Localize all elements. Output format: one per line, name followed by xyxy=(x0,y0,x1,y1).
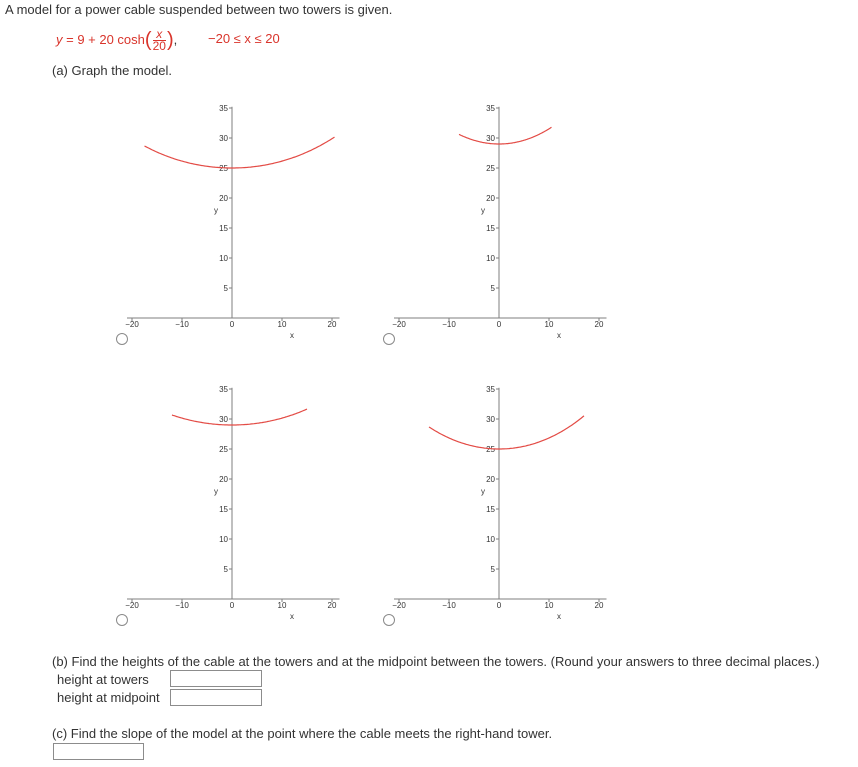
y-tick-label: 20 xyxy=(486,475,495,484)
equation-fraction xyxy=(153,29,166,52)
y-tick-label: 25 xyxy=(219,164,228,173)
y-tick-label: 5 xyxy=(223,565,228,574)
x-axis-label: x xyxy=(557,612,561,621)
y-tick-label: 5 xyxy=(490,565,495,574)
cable-curve xyxy=(429,416,584,449)
y-tick-label: 30 xyxy=(219,415,228,424)
x-axis-label: x xyxy=(290,612,294,621)
graph-option-4 xyxy=(392,381,622,626)
radio-graph-1[interactable] xyxy=(116,333,128,345)
midpoint-label: height at midpoint xyxy=(57,690,160,705)
radio-graph-2[interactable] xyxy=(383,333,395,345)
x-tick-label: −10 xyxy=(442,601,456,610)
slope-input[interactable] xyxy=(53,743,144,760)
graph-option-2 xyxy=(392,100,622,345)
y-tick-label: 35 xyxy=(219,385,228,394)
y-tick-label: 30 xyxy=(486,134,495,143)
x-tick-label: 0 xyxy=(496,320,502,329)
x-tick-label: −10 xyxy=(175,320,189,329)
x-tick-label: 10 xyxy=(544,601,554,610)
y-tick-label: 15 xyxy=(219,505,228,514)
equation-y: y xyxy=(56,31,63,47)
y-axis-label: y xyxy=(481,206,485,215)
part-c-label: (c) Find the slope of the model at the point where the cable meets the right-hand tower. xyxy=(52,726,553,741)
y-tick-label: 35 xyxy=(219,104,228,113)
y-tick-label: 25 xyxy=(219,445,228,454)
y-tick-label: 35 xyxy=(486,385,495,394)
y-tick-label: 15 xyxy=(486,505,495,514)
x-tick-label: 10 xyxy=(544,320,554,329)
radio-graph-3[interactable] xyxy=(116,614,128,626)
problem-intro: A model for a power cable suspended between two towers is given. xyxy=(5,2,393,17)
part-b-label: (b) Find the heights of the cable at the towers and at the midpoint between the towers. (Round your answers to three decimal places.) xyxy=(52,654,820,669)
x-tick-label: 10 xyxy=(277,320,287,329)
x-tick-label: 10 xyxy=(277,601,287,610)
fraction-denominator: 20 xyxy=(152,39,166,53)
x-axis-label: x xyxy=(557,331,561,340)
graph-option-1 xyxy=(125,100,355,345)
y-tick-label: 10 xyxy=(486,254,495,263)
y-tick-label: 30 xyxy=(486,415,495,424)
equation-domain: −20 ≤ x ≤ 20 xyxy=(208,31,280,46)
y-tick-label: 20 xyxy=(219,194,228,203)
radio-graph-4[interactable] xyxy=(383,614,395,626)
x-tick-label: 20 xyxy=(327,601,337,610)
y-tick-label: 20 xyxy=(486,194,495,203)
x-tick-label: 0 xyxy=(496,601,502,610)
y-tick-label: 20 xyxy=(219,475,228,484)
y-axis-label: y xyxy=(214,206,218,215)
y-tick-label: 5 xyxy=(490,284,495,293)
y-tick-label: 35 xyxy=(486,104,495,113)
x-tick-label: 0 xyxy=(229,601,235,610)
y-tick-label: 30 xyxy=(219,134,228,143)
y-tick-label: 5 xyxy=(223,284,228,293)
y-tick-label: 25 xyxy=(486,445,495,454)
equation-body: = 9 + 20 cosh xyxy=(62,31,145,47)
part-a-label: (a) Graph the model. xyxy=(52,63,172,78)
graph-option-3 xyxy=(125,381,355,626)
x-tick-label: −20 xyxy=(392,601,406,610)
midpoint-height-input[interactable] xyxy=(170,689,262,706)
towers-height-input[interactable] xyxy=(170,670,262,687)
x-tick-label: 20 xyxy=(594,601,604,610)
x-axis-label: x xyxy=(290,331,294,340)
x-tick-label: −20 xyxy=(125,320,139,329)
y-tick-label: 10 xyxy=(486,535,495,544)
cable-curve xyxy=(172,409,307,425)
y-axis-label: y xyxy=(481,487,485,496)
x-tick-label: −20 xyxy=(392,320,406,329)
y-tick-label: 10 xyxy=(219,254,228,263)
y-tick-label: 10 xyxy=(219,535,228,544)
towers-label: height at towers xyxy=(57,672,149,687)
fraction-numerator: x xyxy=(153,29,166,41)
x-tick-label: −20 xyxy=(125,601,139,610)
y-tick-label: 15 xyxy=(486,224,495,233)
model-equation: y = 9 + 20 cosh( $\frac{x}{20}$ ), xyxy=(56,27,178,53)
y-axis-label: y xyxy=(214,487,218,496)
x-tick-label: −10 xyxy=(175,601,189,610)
y-tick-label: 25 xyxy=(486,164,495,173)
x-tick-label: −10 xyxy=(442,320,456,329)
y-tick-label: 15 xyxy=(219,224,228,233)
cable-curve xyxy=(145,137,335,168)
cable-curve xyxy=(459,127,552,144)
x-tick-label: 20 xyxy=(327,320,337,329)
x-tick-label: 0 xyxy=(229,320,235,329)
x-tick-label: 20 xyxy=(594,320,604,329)
